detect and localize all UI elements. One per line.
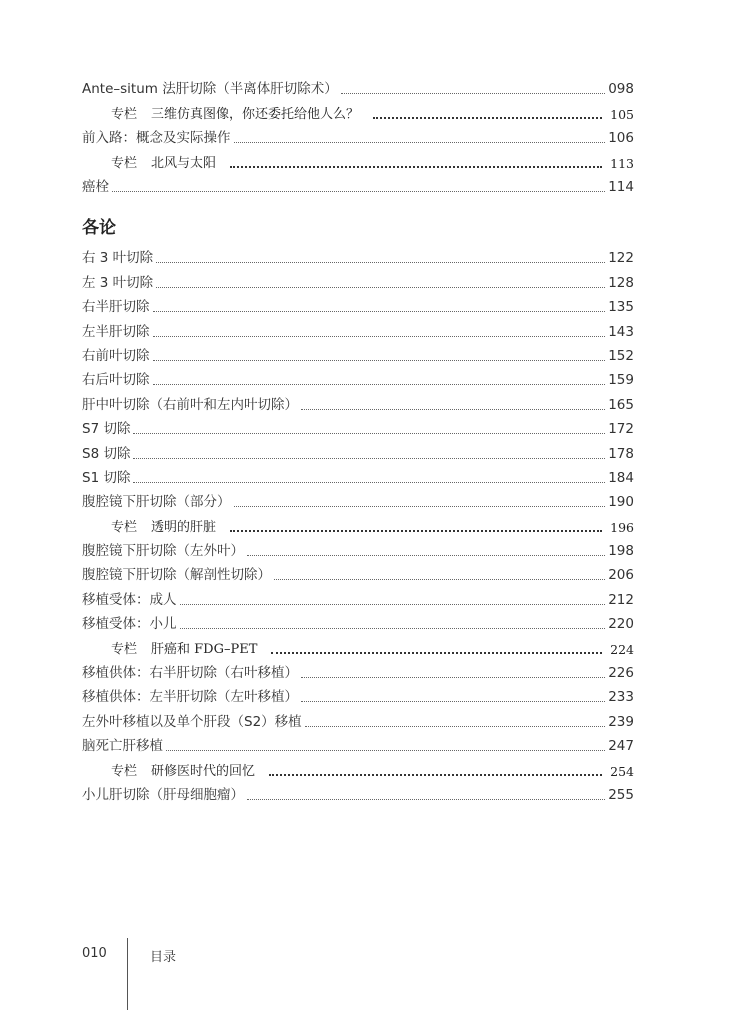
toc-entry[interactable] — [82, 414, 634, 438]
footer-page-number: 010 — [82, 946, 107, 961]
toc-entry-title: 肝中叶切除（右前叶和左内叶切除） — [82, 396, 298, 413]
toc-entry-page: 165 — [608, 396, 634, 413]
dot-leader — [305, 726, 606, 727]
dot-leader — [341, 93, 606, 94]
toc-entry-page: 239 — [608, 713, 634, 730]
dot-leader — [230, 166, 602, 168]
dot-leader — [133, 482, 605, 483]
dot-leader — [234, 142, 606, 143]
toc-entry-page: 254 — [610, 763, 634, 779]
toc-entry-page: 105 — [610, 106, 634, 122]
toc-entry[interactable] — [82, 560, 634, 584]
toc-entry[interactable] — [82, 682, 634, 706]
dot-leader — [156, 287, 605, 288]
dot-leader — [153, 336, 606, 337]
dot-leader — [180, 628, 606, 629]
toc-special-entry[interactable] — [82, 98, 634, 122]
toc-entry[interactable] — [82, 389, 634, 413]
toc-entry-title: S8 切除 — [82, 445, 131, 462]
toc-special-entry[interactable] — [82, 755, 634, 779]
toc-entry-title: 右前叶切除 — [82, 347, 150, 364]
dot-leader — [269, 774, 602, 776]
toc-list-part-b — [82, 243, 634, 804]
dot-leader — [133, 458, 605, 459]
dot-leader — [230, 530, 602, 532]
toc-entry[interactable] — [82, 438, 634, 462]
toc-entry-page: 106 — [608, 130, 634, 147]
toc-entry-page: 212 — [608, 591, 634, 608]
toc-special-entry[interactable] — [82, 147, 634, 171]
dot-leader — [301, 701, 605, 702]
special-column-label: 专栏 — [111, 519, 138, 535]
dot-leader — [247, 799, 605, 800]
toc-entry[interactable] — [82, 487, 634, 511]
toc-entry[interactable] — [82, 609, 634, 633]
toc-entry[interactable] — [82, 536, 634, 560]
section-heading: 各论 — [82, 218, 116, 238]
footer-divider — [127, 938, 128, 1010]
toc-entry[interactable] — [82, 584, 634, 608]
toc-entry-page: 206 — [608, 567, 634, 584]
special-column-label: 专栏 — [111, 641, 138, 657]
toc-entry-title: 移植受体：成人 — [82, 591, 177, 608]
toc-entry-title: 腹腔镜下肝切除（部分） — [82, 494, 231, 511]
toc-entry-page: 143 — [608, 323, 634, 340]
toc-entry-title: 腹腔镜下肝切除（左外叶） — [82, 543, 244, 560]
toc-entry-title: 前入路：概念及实际操作 — [82, 130, 231, 147]
dot-leader — [153, 311, 606, 312]
toc-entry-title: 右 3 叶切除 — [82, 250, 154, 267]
dot-leader — [166, 750, 605, 751]
toc-entry-title: 癌栓 — [82, 178, 109, 195]
toc-entry-title: 左 3 叶切除 — [82, 274, 154, 291]
dot-leader — [112, 191, 605, 192]
dot-leader — [271, 652, 602, 654]
toc-entry[interactable] — [82, 731, 634, 755]
toc-entry-page: 224 — [610, 641, 634, 657]
dot-leader — [301, 409, 605, 410]
toc-entry-title: 移植供体：右半肝切除（右叶移植） — [82, 665, 298, 682]
toc-entry-page: 196 — [610, 519, 634, 535]
footer-label: 目录 — [150, 950, 177, 965]
toc-entry-title: Ante–situm 法肝切除（半离体肝切除术） — [82, 81, 338, 98]
toc-entry[interactable] — [82, 243, 634, 267]
toc-entry[interactable] — [82, 267, 634, 291]
toc-entry-title: 小儿肝切除（肝母细胞瘤） — [82, 786, 244, 803]
toc-entry-title: 北风与太阳 — [151, 155, 217, 171]
dot-leader — [156, 262, 605, 263]
toc-entry-title: 脑死亡肝移植 — [82, 738, 163, 755]
special-column-label: 专栏 — [111, 763, 138, 779]
dot-leader — [153, 360, 606, 361]
toc-entry-page: 122 — [608, 250, 634, 267]
toc-entry-title: 研修医时代的回忆 — [151, 763, 256, 779]
toc-entry-title: 肝癌和 FDG–PET — [151, 641, 258, 657]
special-column-label: 专栏 — [111, 106, 138, 122]
toc-entry-page: 152 — [608, 347, 634, 364]
toc-entry-page: 135 — [608, 299, 634, 316]
toc-entry-page: 184 — [608, 469, 634, 486]
dot-leader — [180, 604, 606, 605]
toc-entry[interactable] — [82, 780, 634, 804]
toc-entry[interactable] — [82, 74, 634, 98]
dot-leader — [133, 433, 605, 434]
toc-entry-page: 113 — [610, 155, 634, 171]
toc-special-entry[interactable] — [82, 511, 634, 535]
toc-entry-title: 移植受体：小儿 — [82, 616, 177, 633]
toc-entry-title: S1 切除 — [82, 469, 131, 486]
toc-entry-title: S7 切除 — [82, 421, 131, 438]
toc-entry-page: 220 — [608, 616, 634, 633]
toc-entry-title: 左外叶移植以及单个肝段（S2）移植 — [82, 713, 302, 730]
toc-entry-page: 178 — [608, 445, 634, 462]
toc-entry-page: 172 — [608, 421, 634, 438]
toc-entry-title: 左半肝切除 — [82, 323, 150, 340]
toc-entry[interactable] — [82, 365, 634, 389]
toc-entry-page: 226 — [608, 665, 634, 682]
toc-entry-page: 098 — [608, 81, 634, 98]
toc-entry-title: 移植供体：左半肝切除（左叶移植） — [82, 689, 298, 706]
toc-entry-title: 右半肝切除 — [82, 299, 150, 316]
special-column-label: 专栏 — [111, 155, 138, 171]
toc-entry-title: 三维仿真图像，你还委托给他人么？ — [151, 106, 360, 122]
toc-list-part-a — [82, 74, 634, 196]
toc-entry-page: 128 — [608, 274, 634, 291]
toc-entry-title: 透明的肝脏 — [151, 519, 217, 535]
toc-entry[interactable] — [82, 658, 634, 682]
toc-entry[interactable] — [82, 706, 634, 730]
toc-entry[interactable] — [82, 463, 634, 487]
toc-entry[interactable] — [82, 341, 634, 365]
toc-entry-title: 腹腔镜下肝切除（解剖性切除） — [82, 567, 271, 584]
toc-entry[interactable] — [82, 123, 634, 147]
dot-leader — [153, 384, 606, 385]
toc-entry-page: 190 — [608, 494, 634, 511]
dot-leader — [234, 506, 606, 507]
dot-leader — [247, 555, 605, 556]
dot-leader — [373, 117, 602, 119]
toc-entry-page: 159 — [608, 372, 634, 389]
dot-leader — [301, 677, 605, 678]
toc-entry[interactable] — [82, 172, 634, 196]
toc-entry-page: 114 — [608, 178, 634, 195]
toc-entry-title: 右后叶切除 — [82, 372, 150, 389]
toc-entry-page: 198 — [608, 543, 634, 560]
toc-entry[interactable] — [82, 316, 634, 340]
toc-entry[interactable] — [82, 292, 634, 316]
toc-entry-page: 247 — [608, 738, 634, 755]
dot-leader — [274, 579, 605, 580]
toc-entry-page: 255 — [608, 786, 634, 803]
toc-special-entry[interactable] — [82, 633, 634, 657]
toc-entry-page: 233 — [608, 689, 634, 706]
